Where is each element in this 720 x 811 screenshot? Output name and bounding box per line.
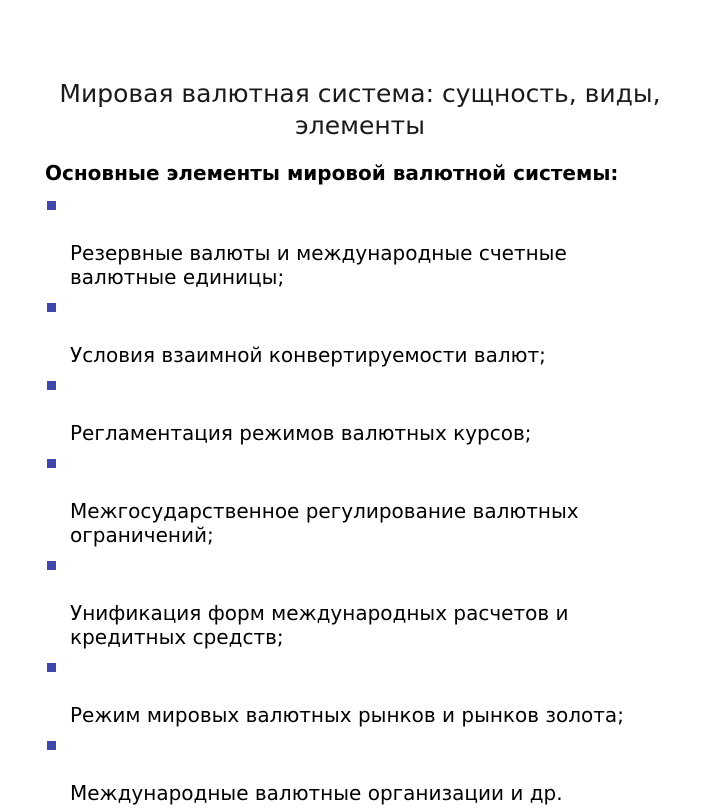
list-item [45, 553, 685, 649]
square-bullet-icon [47, 381, 56, 390]
list-item [45, 193, 685, 289]
square-bullet-icon [47, 459, 56, 468]
list-item [45, 373, 685, 445]
list-item [45, 295, 685, 367]
square-bullet-icon [47, 663, 56, 672]
elements-list [45, 193, 685, 811]
list-item-text: Межгосударственное регулирование валютных ограничений; [70, 499, 579, 547]
list-item-text: Регламентация режимов валютных курсов; [70, 421, 532, 445]
list-item-text: Унификация форм международных расчетов и кредитных средств; [70, 601, 569, 649]
list-item [45, 655, 685, 727]
list-item-text: Условия взаимной конвертируемости валют; [70, 343, 546, 367]
slide-title: Мировая валютная система: сущность, виды, элементы [59, 79, 661, 140]
square-bullet-icon [47, 201, 56, 210]
square-bullet-icon [47, 303, 56, 312]
square-bullet-icon [47, 561, 56, 570]
list-item-text: Режим мировых валютных рынков и рынков золота; [70, 703, 624, 727]
list-item-text: Международные валютные организации и др. [70, 781, 563, 805]
list-item-text: Резервные валюты и международные счетные валютные единицы; [70, 241, 567, 289]
list-item [45, 451, 685, 547]
section-heading: Основные элементы мировой валютной системы: [45, 161, 619, 185]
square-bullet-icon [47, 741, 56, 750]
list-item [45, 733, 685, 805]
